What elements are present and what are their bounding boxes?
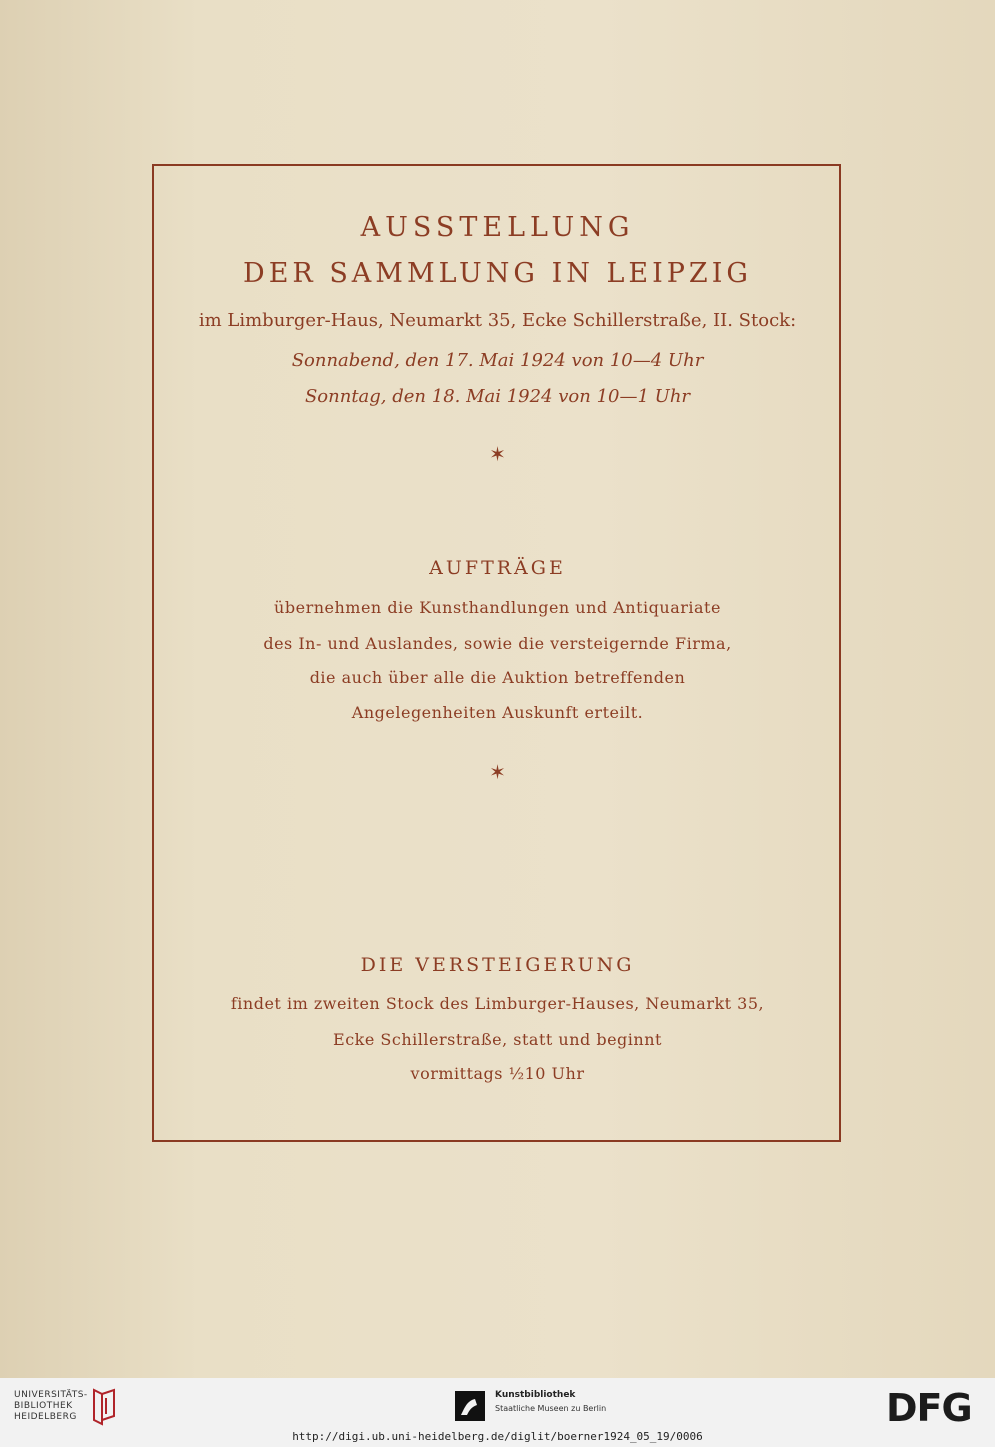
auftraege-line-4: Angelegenheiten Auskunft erteilt. <box>351 703 644 722</box>
exhibition-date-1: Sonnabend, den 17. Mai 1924 von 10—4 Uhr <box>291 350 704 371</box>
title-line-1: AUSSTELLUNG <box>360 212 635 243</box>
ub-heidelberg-logo-icon[interactable] <box>88 1386 120 1426</box>
ub-line-1: UNIVERSITÄTS- <box>14 1390 88 1400</box>
ub-line-3: HEIDELBERG <box>14 1412 77 1422</box>
kunstbibliothek-subtitle: Staatliche Museen zu Berlin <box>495 1404 607 1413</box>
ub-line-2: BIBLIOTHEK <box>14 1401 73 1411</box>
section-heading-versteigerung: DIE VERSTEIGERUNG <box>360 954 635 976</box>
versteigerung-line-1: findet im zweiten Stock des Limburger-Hauses, Neumarkt 35, <box>230 994 765 1013</box>
kunstbibliothek-title: Kunstbibliothek <box>495 1390 576 1400</box>
exhibition-address: im Limburger-Haus, Neumarkt 35, Ecke Schillerstraße, II. Stock: <box>198 310 797 331</box>
dfg-logo[interactable]: DFG <box>886 1386 972 1430</box>
auftraege-line-1: übernehmen die Kunsthandlungen und Antiquariate <box>274 598 721 617</box>
versteigerung-line-2: Ecke Schillerstraße, statt und beginnt <box>333 1030 662 1049</box>
page-url[interactable]: http://digi.ub.uni-heidelberg.de/diglit/boerner1924_05_19/0006 <box>292 1430 703 1443</box>
versteigerung-line-3: vormittags ½10 Uhr <box>410 1064 585 1083</box>
exhibition-date-2: Sonntag, den 18. Mai 1924 von 10—1 Uhr <box>304 386 691 407</box>
ornament-star-icon: ✶ <box>489 760 506 784</box>
auftraege-line-2: des In- und Auslandes, sowie die versteigernde Firma, <box>263 634 732 653</box>
viewer-footer <box>0 1378 995 1447</box>
ub-heidelberg-logo-text[interactable] <box>14 1390 88 1423</box>
kunstbibliothek-logo-icon[interactable] <box>455 1391 485 1421</box>
section-heading-auftraege: AUFTRÄGE <box>429 557 566 579</box>
auftraege-line-3: die auch über alle die Auktion betreffenden <box>309 668 686 687</box>
title-line-2: DER SAMMLUNG IN LEIPZIG <box>243 258 752 289</box>
ornament-star-icon: ✶ <box>489 442 506 466</box>
